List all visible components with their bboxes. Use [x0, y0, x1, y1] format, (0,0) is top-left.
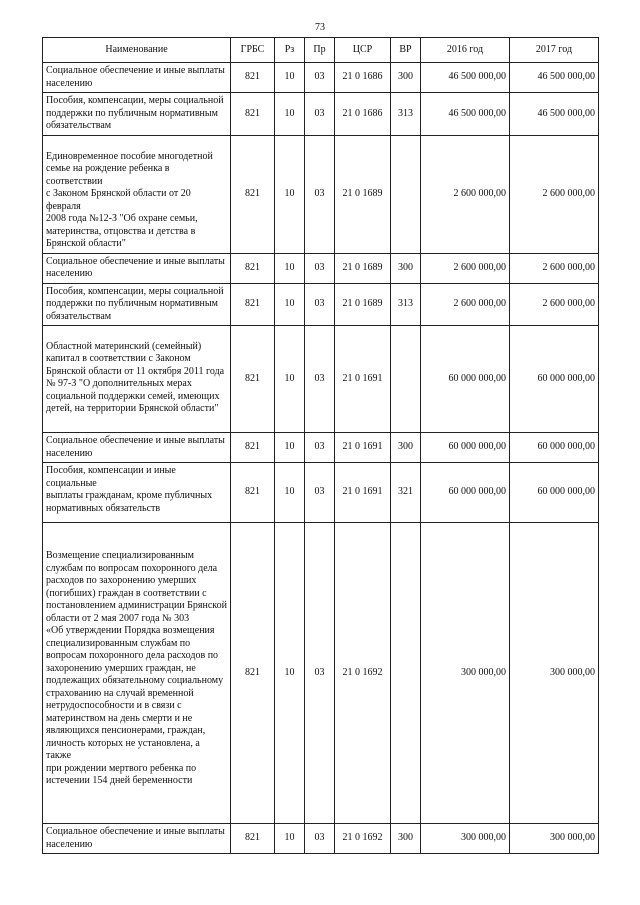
cell-name: Единовременное пособие многодетной семье на рождение ребенка в соответствии с Законом Брянской области от 20 февраля 2008 года №12-З "Об охране семьи, материнства, отцовства и детства в Брянской области"	[43, 136, 231, 254]
cell-2017: 60 000 000,00	[510, 463, 599, 523]
cell-2016: 60 000 000,00	[421, 433, 510, 463]
cell-name: Пособия, компенсации и иные социальные выплаты гражданам, кроме публичных нормативных обязательств	[43, 463, 231, 523]
table-row	[43, 63, 599, 93]
cell-vr: 300	[391, 63, 421, 93]
cell-rz: 10	[275, 824, 305, 854]
cell-vr	[391, 523, 421, 824]
cell-2017: 46 500 000,00	[510, 63, 599, 93]
table-row	[43, 433, 599, 463]
cell-rz: 10	[275, 326, 305, 433]
cell-name: Социальное обеспечение и иные выплаты населению	[43, 824, 231, 854]
cell-pr: 03	[305, 326, 335, 433]
cell-2017: 2 600 000,00	[510, 253, 599, 283]
header-name: Наименование	[43, 38, 231, 63]
cell-2017: 60 000 000,00	[510, 326, 599, 433]
cell-2016: 46 500 000,00	[421, 93, 510, 136]
header-csr: ЦСР	[335, 38, 391, 63]
cell-2016: 2 600 000,00	[421, 283, 510, 326]
cell-pr: 03	[305, 136, 335, 254]
cell-grbs: 821	[231, 63, 275, 93]
cell-name: Социальное обеспечение и иные выплаты населению	[43, 63, 231, 93]
page-number: 73	[315, 22, 325, 33]
cell-rz: 10	[275, 283, 305, 326]
cell-pr: 03	[305, 824, 335, 854]
header-pr: Пр	[305, 38, 335, 63]
cell-csr: 21 0 1691	[335, 326, 391, 433]
cell-pr: 03	[305, 433, 335, 463]
header-grbs: ГРБС	[231, 38, 275, 63]
cell-2016: 46 500 000,00	[421, 63, 510, 93]
cell-rz: 10	[275, 463, 305, 523]
cell-name: Пособия, компенсации, меры социальной поддержки по публичным нормативным обязательствам	[43, 93, 231, 136]
cell-2016: 2 600 000,00	[421, 136, 510, 254]
cell-name: Областной материнский (семейный) капитал в соответствии с Законом Брянской области от 11 октября 2011 года № 97-З "О дополнительных мерах социальной поддержки семей, имеющих детей, на территории Брянской области"	[43, 326, 231, 433]
cell-2016: 300 000,00	[421, 523, 510, 824]
cell-csr: 21 0 1686	[335, 63, 391, 93]
cell-pr: 03	[305, 253, 335, 283]
cell-vr	[391, 326, 421, 433]
cell-2017: 2 600 000,00	[510, 136, 599, 254]
cell-vr: 300	[391, 253, 421, 283]
cell-rz: 10	[275, 136, 305, 254]
cell-grbs: 821	[231, 283, 275, 326]
cell-vr: 300	[391, 433, 421, 463]
cell-csr: 21 0 1686	[335, 93, 391, 136]
cell-csr: 21 0 1692	[335, 824, 391, 854]
cell-grbs: 821	[231, 463, 275, 523]
table-row	[43, 283, 599, 326]
table-row	[43, 523, 599, 824]
cell-csr: 21 0 1689	[335, 253, 391, 283]
cell-pr: 03	[305, 463, 335, 523]
cell-2016: 300 000,00	[421, 824, 510, 854]
table-row	[43, 136, 599, 254]
table-row	[43, 326, 599, 433]
cell-csr: 21 0 1691	[335, 463, 391, 523]
header-2016: 2016 год	[421, 38, 510, 63]
cell-name: Возмещение специализированным службам по вопросам похоронного дела расходов по захоронению умерших (погибших) граждан в соответствии с постановлением администрации Брянской области от 2 мая 2007 года № 303 «Об утверждении Порядка возмещения специализированным службам по вопросам похоронного дела расходов по захоронению умерших граждан, не подлежащих обязательному социальному страхованию на случай временной нетрудоспособности и в связи с материнством на день смерти и не являющихся пенсионерами, граждан, личность которых не установлена, а также при рождении мертвого ребенка по истечении 154 дней беременности	[43, 523, 231, 824]
budget-table	[42, 37, 599, 854]
cell-grbs: 821	[231, 433, 275, 463]
cell-grbs: 821	[231, 136, 275, 254]
header-rz: Рз	[275, 38, 305, 63]
cell-name: Социальное обеспечение и иные выплаты населению	[43, 433, 231, 463]
cell-grbs: 821	[231, 253, 275, 283]
cell-pr: 03	[305, 93, 335, 136]
header-2017: 2017 год	[510, 38, 599, 63]
cell-rz: 10	[275, 93, 305, 136]
cell-rz: 10	[275, 253, 305, 283]
cell-vr	[391, 136, 421, 254]
cell-2017: 60 000 000,00	[510, 433, 599, 463]
cell-2016: 60 000 000,00	[421, 326, 510, 433]
cell-rz: 10	[275, 523, 305, 824]
cell-vr: 313	[391, 283, 421, 326]
cell-pr: 03	[305, 63, 335, 93]
cell-csr: 21 0 1692	[335, 523, 391, 824]
cell-grbs: 821	[231, 523, 275, 824]
header-vr: ВР	[391, 38, 421, 63]
cell-vr: 300	[391, 824, 421, 854]
cell-rz: 10	[275, 63, 305, 93]
cell-csr: 21 0 1691	[335, 433, 391, 463]
header-row	[43, 38, 599, 63]
table-row	[43, 93, 599, 136]
cell-name: Пособия, компенсации, меры социальной поддержки по публичным нормативным обязательствам	[43, 283, 231, 326]
cell-csr: 21 0 1689	[335, 136, 391, 254]
cell-vr: 321	[391, 463, 421, 523]
cell-rz: 10	[275, 433, 305, 463]
cell-2017: 300 000,00	[510, 824, 599, 854]
cell-grbs: 821	[231, 824, 275, 854]
table-row	[43, 463, 599, 523]
table-row	[43, 253, 599, 283]
cell-2016: 60 000 000,00	[421, 463, 510, 523]
cell-2017: 2 600 000,00	[510, 283, 599, 326]
cell-2016: 2 600 000,00	[421, 253, 510, 283]
cell-pr: 03	[305, 283, 335, 326]
cell-grbs: 821	[231, 93, 275, 136]
cell-pr: 03	[305, 523, 335, 824]
cell-vr: 313	[391, 93, 421, 136]
table-row	[43, 824, 599, 854]
cell-grbs: 821	[231, 326, 275, 433]
cell-2017: 300 000,00	[510, 523, 599, 824]
cell-name: Социальное обеспечение и иные выплаты населению	[43, 253, 231, 283]
cell-2017: 46 500 000,00	[510, 93, 599, 136]
cell-csr: 21 0 1689	[335, 283, 391, 326]
